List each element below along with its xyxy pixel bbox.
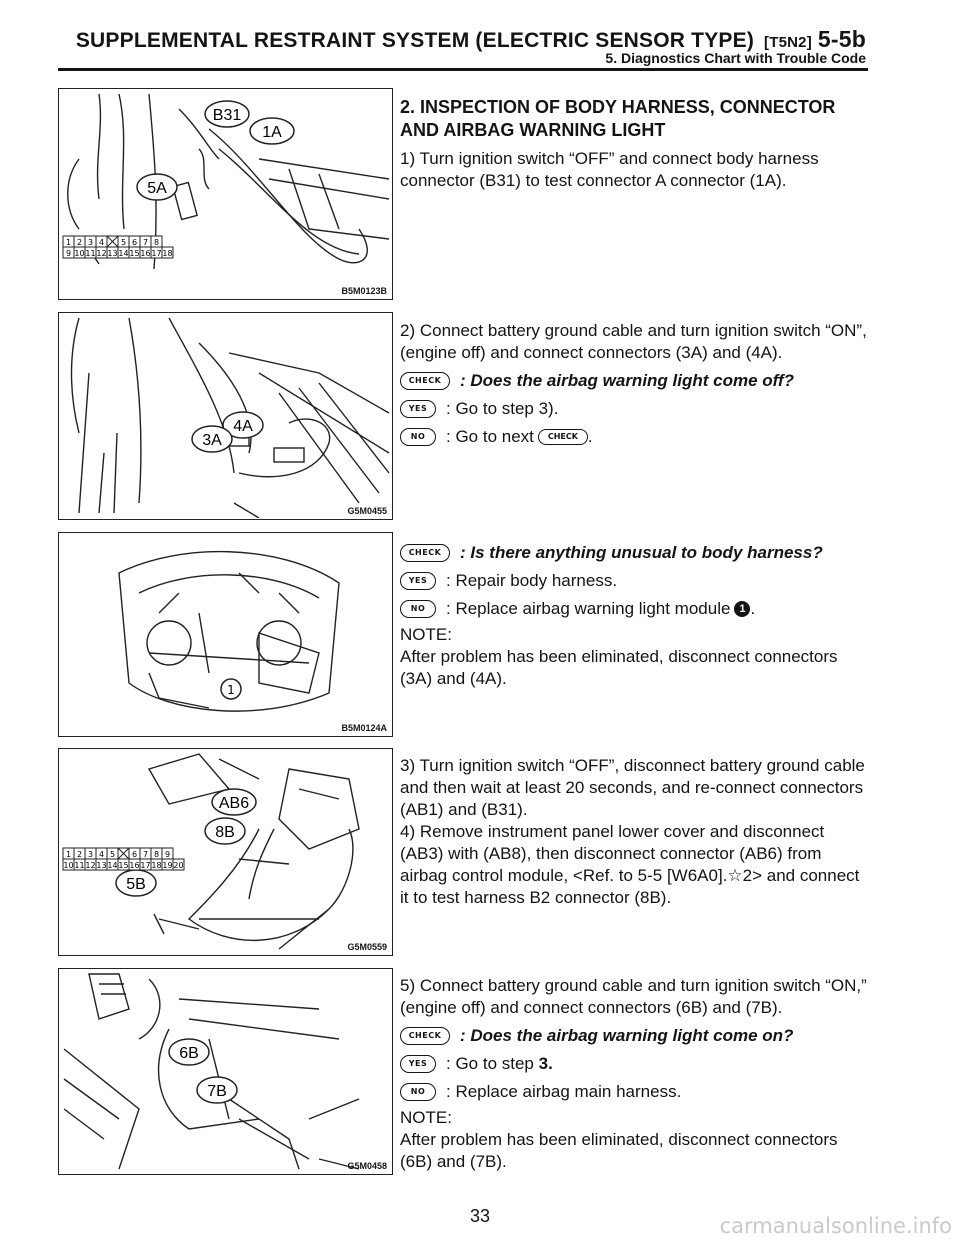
yes-pill: YES: [400, 400, 436, 418]
section-heading: 2. INSPECTION OF BODY HARNESS, CONNECTOR AND AIRBAG WARNING LIGHT: [400, 97, 836, 140]
svg-text:1: 1: [227, 683, 235, 697]
figure-connectors-3a-4a: [58, 312, 393, 520]
svg-text:6B: 6B: [179, 1045, 199, 1062]
pin-label: 17: [140, 861, 151, 870]
pin-label: 16: [129, 861, 140, 870]
figure-illustration: [59, 749, 391, 954]
yes-text: : Repair body harness.: [446, 571, 618, 590]
pin-label: 5: [120, 238, 127, 247]
svg-text:8B: 8B: [215, 824, 235, 841]
callout-1-circle: [221, 679, 241, 699]
note-label: NOTE:: [400, 625, 452, 644]
figure-code: G5M0458: [347, 1161, 387, 1171]
connector-pin-diagram: [63, 848, 184, 870]
header-code: [T5N2]: [764, 34, 812, 51]
callout-5b: [116, 870, 156, 896]
check-question-2: [400, 542, 870, 564]
section-step-3-4: [400, 755, 870, 909]
step-4-text: 4) Remove instrument panel lower cover and disconnect (AB3) with (AB8), then disconnect connector (AB6) from airbag control module, <Ref. to 5-5 [W6A0].☆2> and connect it to test harness B2 connector (8B).: [400, 822, 860, 907]
pin-label: 16: [140, 249, 151, 258]
question-text: : Does the airbag warning light come on?: [460, 1026, 794, 1045]
header-rule: [58, 68, 868, 71]
no-answer-1: NO : Go to next CHECK .: [400, 426, 870, 448]
no-text: : Replace airbag main harness.: [446, 1082, 682, 1101]
section-step-2: [400, 320, 870, 448]
pin-label: 13: [96, 861, 107, 870]
pin-label: 4: [98, 238, 105, 247]
pin-label: 19: [162, 861, 173, 870]
header-subtitle: 5. Diagnostics Chart with Trouble Code: [605, 50, 866, 66]
pin-label: 4: [98, 850, 105, 859]
header-title-text: SUPPLEMENTAL RESTRAINT SYSTEM (ELECTRIC SENSOR TYPE): [75, 29, 755, 52]
pin-label: 3: [87, 238, 94, 247]
figure-code: B5M0123B: [341, 286, 387, 296]
question-text: : Is there anything unusual to body harness?: [460, 543, 823, 562]
yes-answer-2: [400, 570, 870, 592]
section-step-1: [400, 96, 870, 192]
svg-text:AB6: AB6: [218, 795, 250, 812]
pin-label: 8: [153, 850, 160, 859]
pin-label: 6: [131, 850, 138, 859]
figure-airbag-control-module: [58, 748, 393, 956]
no-pill: NO: [400, 428, 436, 446]
step-2-text: 2) Connect battery ground cable and turn ignition switch “ON”, (engine off) and connect connectors (3A) and (4A).: [400, 321, 867, 362]
callout-7b: [197, 1077, 237, 1103]
figure-connectors-6b-7b: [58, 968, 393, 1175]
pin-label: 2: [76, 850, 83, 859]
figure-body-harness-connector: [58, 88, 393, 300]
svg-text:1A: 1A: [262, 124, 282, 141]
callout-1a: [250, 118, 294, 144]
pin-label: 3: [87, 850, 94, 859]
yes-step: 3.: [538, 1054, 553, 1073]
figure-combination-meter: [58, 532, 393, 737]
check-question-3: [400, 1025, 870, 1047]
pin-label: 12: [85, 861, 96, 870]
figure-illustration: [59, 969, 391, 1173]
figure-illustration: [59, 89, 391, 298]
no-answer-2: NO : Replace airbag warning light module 1 .: [400, 598, 870, 620]
figure-illustration: [59, 533, 391, 735]
pin-label: 6: [131, 238, 138, 247]
pin-label: 18: [151, 861, 162, 870]
note-text: After problem has been eliminated, disconnect connectors (6B) and (7B).: [400, 1130, 838, 1171]
figure-illustration: [59, 313, 391, 518]
callout-8b: [205, 818, 245, 844]
section-step-5: [400, 975, 870, 1173]
pin-label: 9: [164, 850, 171, 859]
check-pill: CHECK: [400, 544, 450, 562]
header-page-ref: 5-5b: [817, 26, 866, 52]
pin-label: 10: [74, 249, 85, 258]
figure-code: G5M0559: [347, 942, 387, 952]
no-text: : Replace airbag warning light module: [446, 599, 731, 618]
callout-ab6: [212, 789, 256, 815]
callout-5a: [137, 174, 177, 200]
pin-label: 2: [76, 238, 83, 247]
step-1-text: 1) Turn ignition switch “OFF” and connect body harness connector (B31) to test connector A connector (1A).: [400, 149, 819, 190]
pin-label: 15: [118, 861, 129, 870]
yes-text: : Go to step 3).: [446, 399, 559, 418]
page-number: 33: [469, 1206, 491, 1226]
figure-code: G5M0455: [347, 506, 387, 516]
step-5-text: 5) Connect battery ground cable and turn ignition switch “ON,” (engine off) and connect connectors (6B) and (7B).: [400, 976, 867, 1017]
check-pill: CHECK: [400, 372, 450, 390]
header-title: [76, 26, 866, 53]
yes-text: : Go to step: [446, 1054, 534, 1073]
check-pill: CHECK: [538, 429, 588, 445]
step-3-text: 3) Turn ignition switch “OFF”, disconnect battery ground cable and then wait at least 20 seconds, and re-connect connectors (AB1) and (B31).: [400, 756, 865, 819]
no-text: : Go to next: [446, 427, 534, 446]
figure-code: B5M0124A: [341, 723, 387, 733]
yes-answer-1: [400, 398, 870, 420]
svg-text:5B: 5B: [126, 876, 146, 893]
pin-label: 15: [129, 249, 140, 258]
check-question-1: [400, 370, 870, 392]
pin-label: 7: [142, 850, 149, 859]
svg-text:7B: 7B: [207, 1083, 227, 1100]
no-pill: NO: [400, 600, 436, 618]
svg-text:5A: 5A: [147, 180, 167, 197]
yes-pill: YES: [400, 572, 436, 590]
svg-text:3A: 3A: [202, 432, 222, 449]
section-check-2: [400, 536, 870, 690]
note-label: NOTE:: [400, 1108, 452, 1127]
pin-label: 13: [107, 249, 118, 258]
check-pill: CHECK: [400, 1027, 450, 1045]
svg-text:B31: B31: [212, 107, 242, 124]
connector-pin-diagram: [63, 236, 173, 258]
pin-label: 11: [85, 249, 96, 258]
pin-label: 8: [153, 238, 160, 247]
pin-label: 18: [162, 249, 173, 258]
svg-text:4A: 4A: [233, 418, 253, 435]
yes-answer-3: [400, 1053, 870, 1075]
pin-label: 1: [65, 850, 72, 859]
yes-pill: YES: [400, 1055, 436, 1073]
pin-label: 1: [65, 238, 72, 247]
pin-label: 20: [173, 861, 184, 870]
callout-6b: [169, 1039, 209, 1065]
pin-label: 11: [74, 861, 85, 870]
pin-label: 17: [151, 249, 162, 258]
question-text: : Does the airbag warning light come off?: [460, 371, 795, 390]
pin-label: 14: [107, 861, 118, 870]
note-text: After problem has been eliminated, disconnect connectors (3A) and (4A).: [400, 647, 838, 688]
pin-label: 7: [142, 238, 149, 247]
pin-label: 12: [96, 249, 107, 258]
callout-b31: [205, 101, 249, 127]
pin-label: 14: [118, 249, 129, 258]
pin-label: 9: [65, 249, 72, 258]
pin-label: 10: [63, 861, 74, 870]
no-answer-3: [400, 1081, 870, 1103]
pin-label: 5: [109, 850, 116, 859]
watermark: carmanualsonline.info: [719, 1214, 952, 1238]
no-pill: NO: [400, 1083, 436, 1101]
circled-number: 1: [734, 601, 750, 617]
callout-3a: [192, 426, 232, 452]
